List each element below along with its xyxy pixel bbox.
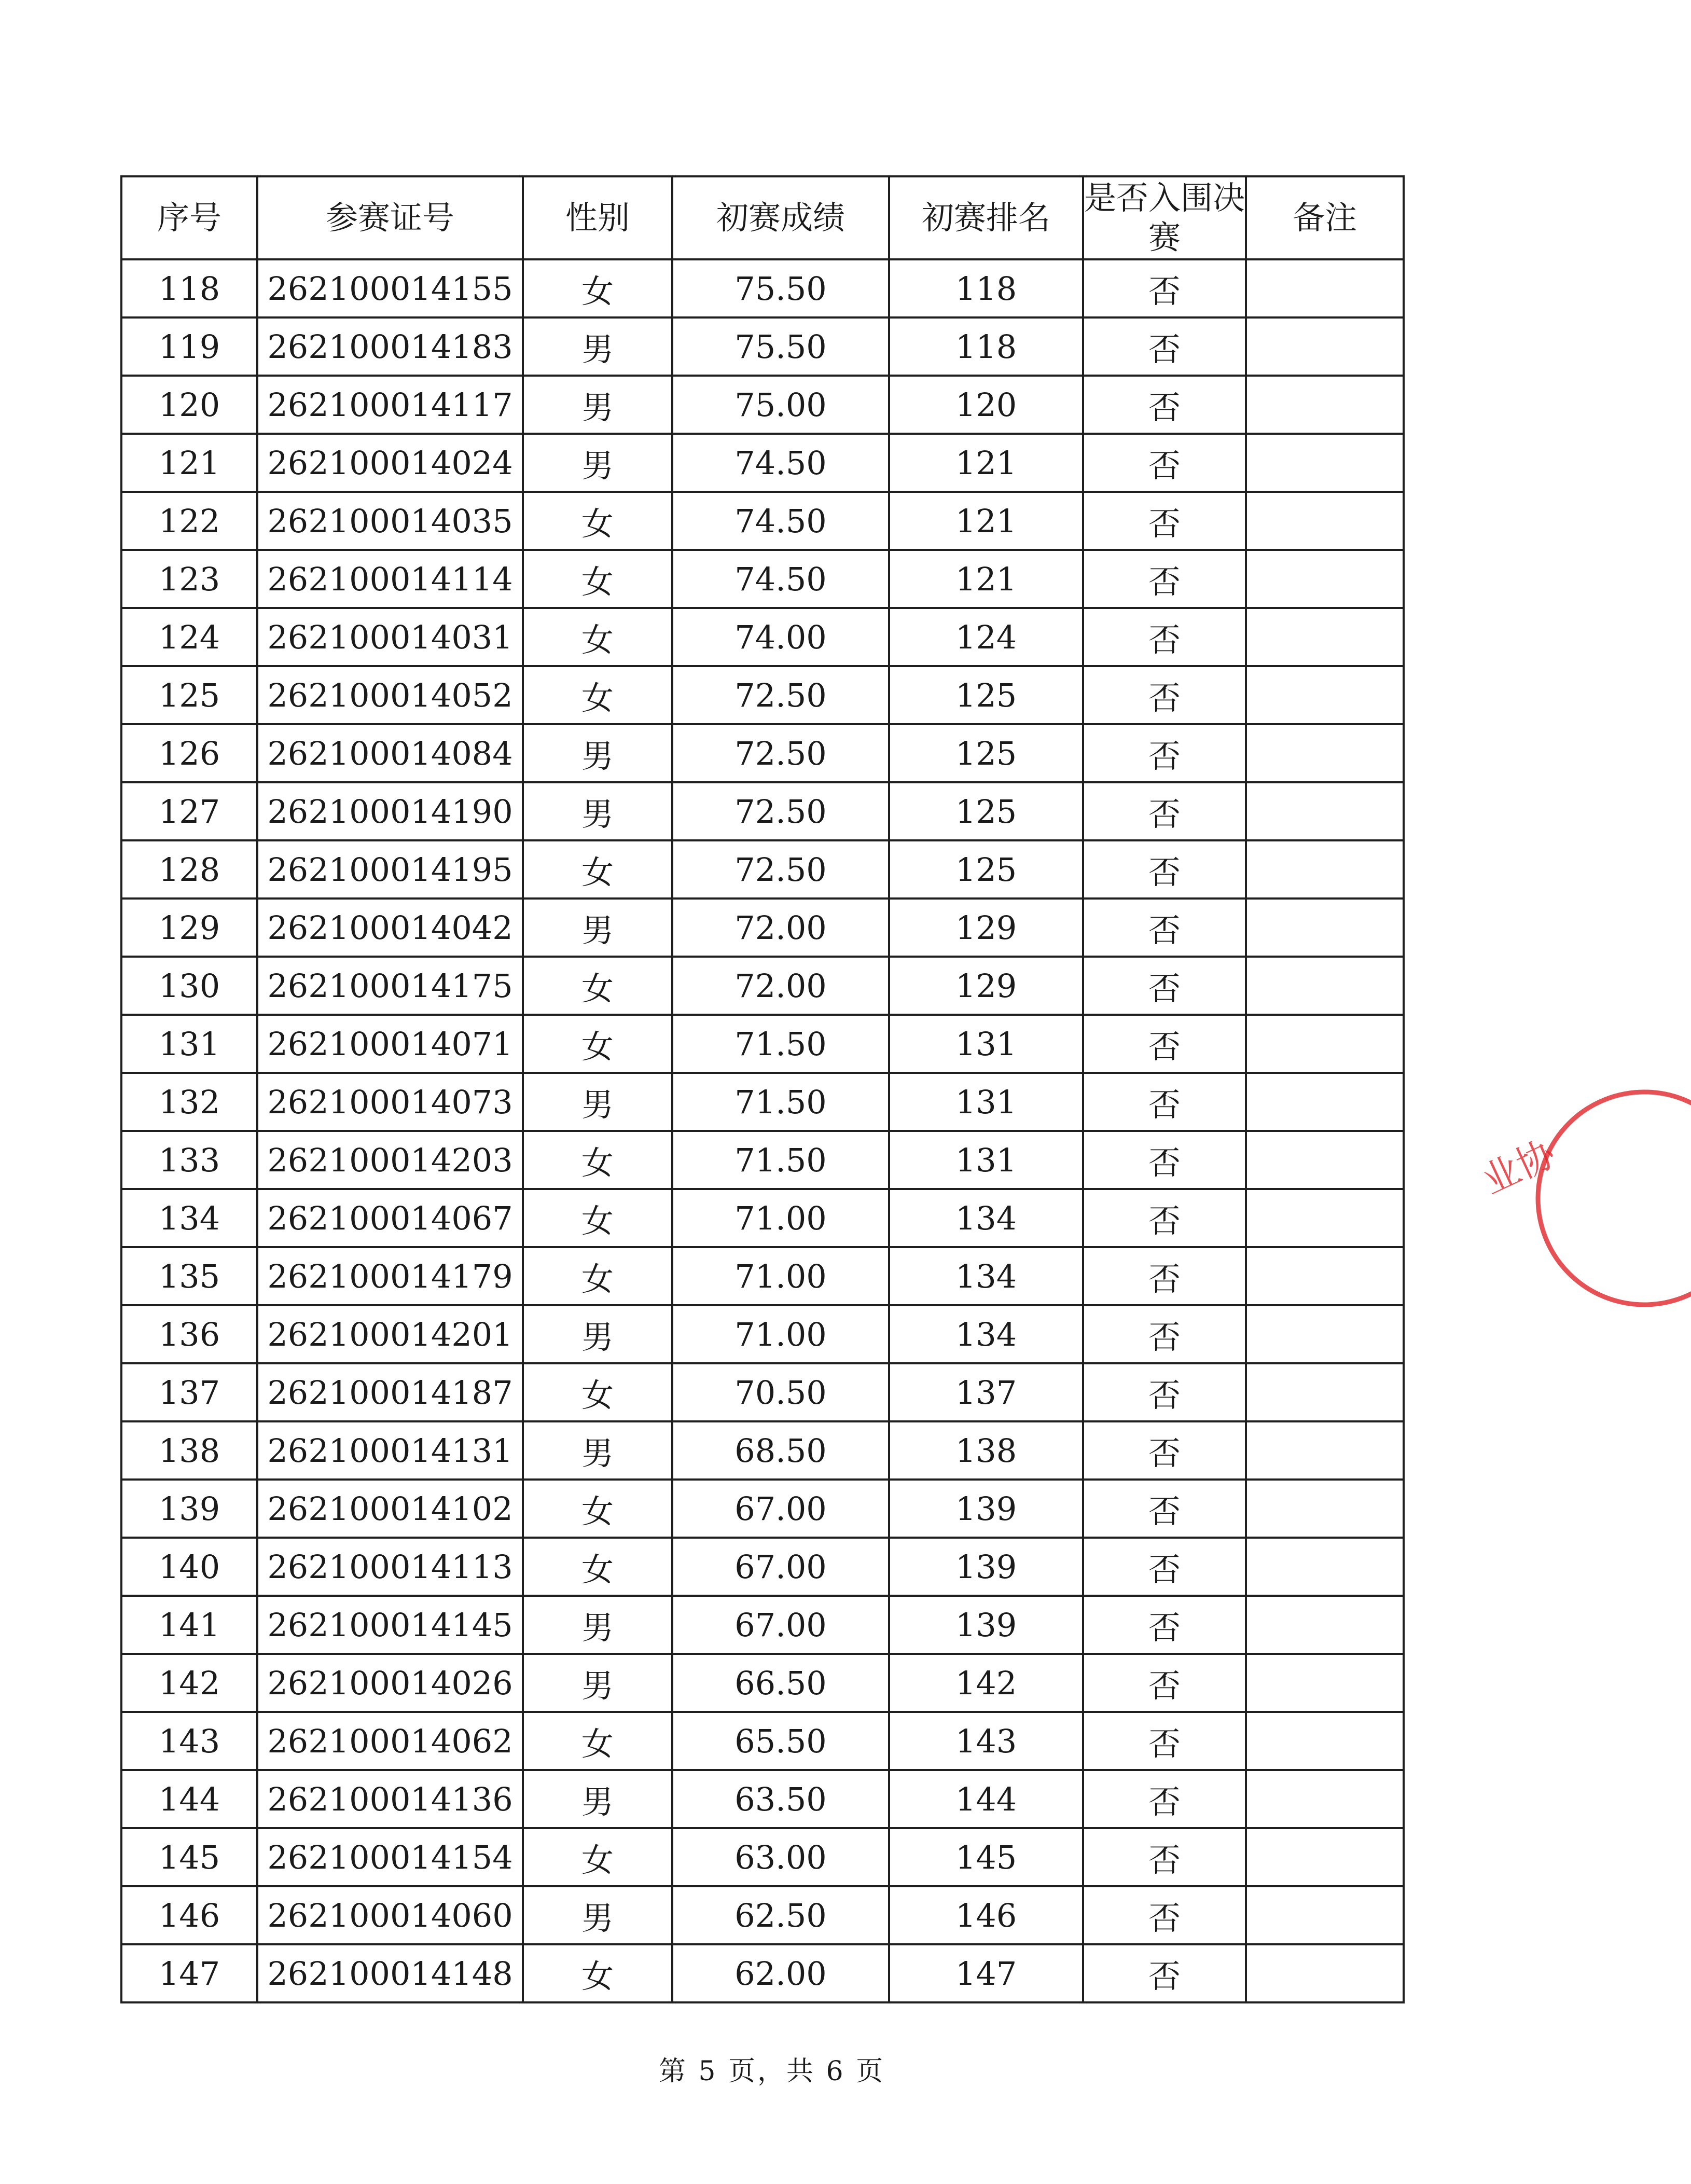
cell-remarks [1246, 1944, 1404, 2002]
cell-gender: 男 [523, 1886, 672, 1944]
cell-finalist: 否 [1083, 608, 1246, 666]
cell-ticket-number: 262100014102 [257, 1480, 523, 1538]
cell-ticket-number: 262100014060 [257, 1886, 523, 1944]
cell-finalist: 否 [1083, 492, 1246, 550]
table-row [121, 1596, 1404, 1654]
cell-ticket-number: 262100014154 [257, 1828, 523, 1886]
table-row [121, 724, 1404, 782]
cell-gender: 女 [523, 1015, 672, 1073]
cell-score: 72.50 [672, 724, 889, 782]
cell-score: 67.00 [672, 1596, 889, 1654]
official-seal-stamp [1473, 1069, 1691, 1328]
cell-finalist: 否 [1083, 1305, 1246, 1363]
cell-ticket-number: 262100014175 [257, 957, 523, 1015]
cell-rank: 134 [889, 1189, 1083, 1247]
cell-remarks [1246, 899, 1404, 957]
cell-index: 123 [121, 550, 257, 608]
cell-score: 72.50 [672, 782, 889, 840]
table-row [121, 1770, 1404, 1828]
cell-finalist: 否 [1083, 1654, 1246, 1712]
cell-gender: 男 [523, 317, 672, 376]
cell-rank: 118 [889, 317, 1083, 376]
cell-index: 133 [121, 1131, 257, 1189]
cell-remarks [1246, 1189, 1404, 1247]
cell-gender: 女 [523, 608, 672, 666]
cell-gender: 女 [523, 1131, 672, 1189]
cell-gender: 女 [523, 550, 672, 608]
cell-score: 63.50 [672, 1770, 889, 1828]
cell-remarks [1246, 550, 1404, 608]
table-row [121, 550, 1404, 608]
cell-ticket-number: 262100014148 [257, 1944, 523, 2002]
cell-rank: 129 [889, 957, 1083, 1015]
cell-index: 120 [121, 376, 257, 434]
cell-finalist: 否 [1083, 317, 1246, 376]
cell-score: 66.50 [672, 1654, 889, 1712]
cell-ticket-number: 262100014042 [257, 899, 523, 957]
seal-ring [1538, 1092, 1691, 1305]
cell-score: 67.00 [672, 1480, 889, 1538]
cell-score: 71.00 [672, 1189, 889, 1247]
table-row [121, 1363, 1404, 1421]
cell-remarks [1246, 1886, 1404, 1944]
cell-rank: 146 [889, 1886, 1083, 1944]
cell-gender: 男 [523, 1654, 672, 1712]
cell-finalist: 否 [1083, 1770, 1246, 1828]
cell-remarks [1246, 782, 1404, 840]
cell-remarks [1246, 1015, 1404, 1073]
cell-score: 72.00 [672, 899, 889, 957]
cell-rank: 145 [889, 1828, 1083, 1886]
header-score: 初赛成绩 [672, 176, 889, 259]
cell-remarks [1246, 1770, 1404, 1828]
cell-index: 128 [121, 840, 257, 899]
cell-remarks [1246, 1538, 1404, 1596]
cell-finalist: 否 [1083, 1131, 1246, 1189]
cell-score: 70.50 [672, 1363, 889, 1421]
cell-rank: 131 [889, 1131, 1083, 1189]
cell-index: 136 [121, 1305, 257, 1363]
cell-index: 135 [121, 1247, 257, 1305]
header-index: 序号 [121, 176, 257, 259]
cell-gender: 女 [523, 1189, 672, 1247]
cell-gender: 女 [523, 840, 672, 899]
page-footer: 第 5 页，共 6 页 [658, 2056, 885, 2087]
cell-ticket-number: 262100014067 [257, 1189, 523, 1247]
table-row [121, 1654, 1404, 1712]
cell-rank: 120 [889, 376, 1083, 434]
cell-ticket-number: 262100014073 [257, 1073, 523, 1131]
table-row [121, 1480, 1404, 1538]
cell-finalist: 否 [1083, 1596, 1246, 1654]
cell-ticket-number: 262100014136 [257, 1770, 523, 1828]
cell-rank: 134 [889, 1247, 1083, 1305]
cell-index: 126 [121, 724, 257, 782]
cell-score: 74.50 [672, 492, 889, 550]
cell-index: 143 [121, 1712, 257, 1770]
cell-gender: 女 [523, 957, 672, 1015]
cell-finalist: 否 [1083, 1363, 1246, 1421]
cell-ticket-number: 262100014052 [257, 666, 523, 724]
cell-rank: 131 [889, 1073, 1083, 1131]
cell-rank: 142 [889, 1654, 1083, 1712]
seal-text: 业协 [1475, 1131, 1562, 1203]
cell-gender: 男 [523, 434, 672, 492]
cell-finalist: 否 [1083, 1712, 1246, 1770]
cell-rank: 129 [889, 899, 1083, 957]
cell-score: 75.00 [672, 376, 889, 434]
cell-rank: 118 [889, 259, 1083, 317]
table-row [121, 1247, 1404, 1305]
table-row [121, 259, 1404, 317]
cell-ticket-number: 262100014117 [257, 376, 523, 434]
cell-ticket-number: 262100014131 [257, 1421, 523, 1480]
cell-ticket-number: 262100014035 [257, 492, 523, 550]
cell-finalist: 否 [1083, 1944, 1246, 2002]
table-row [121, 957, 1404, 1015]
cell-rank: 137 [889, 1363, 1083, 1421]
cell-index: 129 [121, 899, 257, 957]
cell-score: 71.50 [672, 1073, 889, 1131]
table-row [121, 666, 1404, 724]
cell-gender: 女 [523, 1712, 672, 1770]
cell-gender: 女 [523, 666, 672, 724]
cell-remarks [1246, 1421, 1404, 1480]
cell-gender: 男 [523, 724, 672, 782]
cell-ticket-number: 262100014155 [257, 259, 523, 317]
cell-rank: 139 [889, 1480, 1083, 1538]
table-row [121, 1712, 1404, 1770]
cell-rank: 138 [889, 1421, 1083, 1480]
cell-rank: 125 [889, 840, 1083, 899]
cell-rank: 121 [889, 434, 1083, 492]
cell-finalist: 否 [1083, 1015, 1246, 1073]
table-row [121, 1421, 1404, 1480]
cell-gender: 男 [523, 1073, 672, 1131]
table-body [121, 259, 1404, 2002]
cell-ticket-number: 262100014187 [257, 1363, 523, 1421]
table-row [121, 1886, 1404, 1944]
cell-index: 134 [121, 1189, 257, 1247]
cell-finalist: 否 [1083, 840, 1246, 899]
cell-rank: 131 [889, 1015, 1083, 1073]
cell-gender: 女 [523, 1363, 672, 1421]
cell-remarks [1246, 1712, 1404, 1770]
cell-remarks [1246, 434, 1404, 492]
cell-gender: 女 [523, 492, 672, 550]
cell-gender: 男 [523, 1305, 672, 1363]
cell-index: 147 [121, 1944, 257, 2002]
cell-index: 146 [121, 1886, 257, 1944]
cell-gender: 男 [523, 1770, 672, 1828]
cell-score: 72.00 [672, 957, 889, 1015]
cell-score: 71.50 [672, 1131, 889, 1189]
cell-ticket-number: 262100014024 [257, 434, 523, 492]
cell-gender: 男 [523, 376, 672, 434]
cell-ticket-number: 262100014195 [257, 840, 523, 899]
cell-remarks [1246, 1828, 1404, 1886]
cell-ticket-number: 262100014190 [257, 782, 523, 840]
cell-remarks [1246, 1596, 1404, 1654]
cell-remarks [1246, 608, 1404, 666]
header-remarks: 备注 [1246, 176, 1404, 259]
cell-remarks [1246, 1654, 1404, 1712]
cell-finalist: 否 [1083, 1421, 1246, 1480]
table-row [121, 1944, 1404, 2002]
cell-index: 139 [121, 1480, 257, 1538]
cell-rank: 125 [889, 666, 1083, 724]
cell-remarks [1246, 1131, 1404, 1189]
cell-gender: 女 [523, 1828, 672, 1886]
cell-score: 74.50 [672, 550, 889, 608]
cell-gender: 女 [523, 259, 672, 317]
cell-finalist: 否 [1083, 1189, 1246, 1247]
table-row [121, 1828, 1404, 1886]
cell-score: 62.50 [672, 1886, 889, 1944]
cell-ticket-number: 262100014183 [257, 317, 523, 376]
cell-rank: 144 [889, 1770, 1083, 1828]
cell-rank: 139 [889, 1538, 1083, 1596]
cell-finalist: 否 [1083, 899, 1246, 957]
cell-finalist: 否 [1083, 1073, 1246, 1131]
cell-score: 75.50 [672, 259, 889, 317]
cell-remarks [1246, 1073, 1404, 1131]
cell-finalist: 否 [1083, 957, 1246, 1015]
cell-index: 137 [121, 1363, 257, 1421]
table-row [121, 317, 1404, 376]
cell-gender: 男 [523, 782, 672, 840]
cell-remarks [1246, 666, 1404, 724]
cell-remarks [1246, 957, 1404, 1015]
cell-score: 74.50 [672, 434, 889, 492]
cell-remarks [1246, 492, 1404, 550]
cell-score: 67.00 [672, 1538, 889, 1596]
header-rank: 初赛排名 [889, 176, 1083, 259]
cell-finalist: 否 [1083, 259, 1246, 317]
header-row [121, 176, 1404, 259]
cell-rank: 134 [889, 1305, 1083, 1363]
cell-finalist: 否 [1083, 1480, 1246, 1538]
header-finalist: 是否入围决赛 [1083, 176, 1246, 259]
cell-gender: 男 [523, 899, 672, 957]
cell-index: 131 [121, 1015, 257, 1073]
cell-ticket-number: 262100014145 [257, 1596, 523, 1654]
table-row [121, 434, 1404, 492]
table-row [121, 608, 1404, 666]
cell-gender: 男 [523, 1596, 672, 1654]
cell-remarks [1246, 1480, 1404, 1538]
cell-gender: 女 [523, 1944, 672, 2002]
cell-ticket-number: 262100014084 [257, 724, 523, 782]
cell-index: 141 [121, 1596, 257, 1654]
cell-finalist: 否 [1083, 724, 1246, 782]
cell-rank: 125 [889, 724, 1083, 782]
cell-rank: 125 [889, 782, 1083, 840]
cell-finalist: 否 [1083, 1538, 1246, 1596]
cell-rank: 147 [889, 1944, 1083, 2002]
table-row [121, 782, 1404, 840]
cell-finalist: 否 [1083, 1886, 1246, 1944]
cell-index: 127 [121, 782, 257, 840]
cell-score: 75.50 [672, 317, 889, 376]
cell-ticket-number: 262100014031 [257, 608, 523, 666]
header-gender: 性别 [523, 176, 672, 259]
cell-finalist: 否 [1083, 782, 1246, 840]
cell-gender: 女 [523, 1480, 672, 1538]
cell-finalist: 否 [1083, 666, 1246, 724]
cell-score: 71.00 [672, 1305, 889, 1363]
header-ticket-number: 参赛证号 [257, 176, 523, 259]
table-row [121, 1073, 1404, 1131]
cell-index: 132 [121, 1073, 257, 1131]
cell-score: 71.00 [672, 1247, 889, 1305]
cell-index: 142 [121, 1654, 257, 1712]
cell-rank: 121 [889, 550, 1083, 608]
cell-score: 74.00 [672, 608, 889, 666]
cell-index: 145 [121, 1828, 257, 1886]
table-row [121, 899, 1404, 957]
cell-ticket-number: 262100014201 [257, 1305, 523, 1363]
cell-gender: 男 [523, 1421, 672, 1480]
results-table [120, 175, 1405, 2003]
cell-ticket-number: 262100014071 [257, 1015, 523, 1073]
cell-score: 65.50 [672, 1712, 889, 1770]
cell-ticket-number: 262100014026 [257, 1654, 523, 1712]
cell-index: 144 [121, 1770, 257, 1828]
cell-index: 124 [121, 608, 257, 666]
cell-index: 122 [121, 492, 257, 550]
cell-finalist: 否 [1083, 1247, 1246, 1305]
cell-rank: 143 [889, 1712, 1083, 1770]
cell-remarks [1246, 1363, 1404, 1421]
table-row [121, 376, 1404, 434]
cell-remarks [1246, 259, 1404, 317]
cell-score: 68.50 [672, 1421, 889, 1480]
cell-index: 138 [121, 1421, 257, 1480]
cell-score: 72.50 [672, 666, 889, 724]
cell-ticket-number: 262100014062 [257, 1712, 523, 1770]
cell-gender: 女 [523, 1247, 672, 1305]
cell-index: 121 [121, 434, 257, 492]
cell-rank: 139 [889, 1596, 1083, 1654]
cell-finalist: 否 [1083, 376, 1246, 434]
cell-remarks [1246, 1305, 1404, 1363]
cell-finalist: 否 [1083, 1828, 1246, 1886]
cell-score: 63.00 [672, 1828, 889, 1886]
cell-ticket-number: 262100014114 [257, 550, 523, 608]
cell-score: 71.50 [672, 1015, 889, 1073]
cell-index: 125 [121, 666, 257, 724]
cell-index: 130 [121, 957, 257, 1015]
cell-score: 72.50 [672, 840, 889, 899]
cell-remarks [1246, 724, 1404, 782]
cell-remarks [1246, 317, 1404, 376]
cell-ticket-number: 262100014113 [257, 1538, 523, 1596]
cell-rank: 124 [889, 608, 1083, 666]
cell-finalist: 否 [1083, 550, 1246, 608]
table-row [121, 1305, 1404, 1363]
table-row [121, 492, 1404, 550]
cell-score: 62.00 [672, 1944, 889, 2002]
cell-index: 118 [121, 259, 257, 317]
cell-remarks [1246, 1247, 1404, 1305]
cell-rank: 121 [889, 492, 1083, 550]
cell-index: 140 [121, 1538, 257, 1596]
cell-gender: 女 [523, 1538, 672, 1596]
table-row [121, 1538, 1404, 1596]
cell-finalist: 否 [1083, 434, 1246, 492]
table-row [121, 1189, 1404, 1247]
table-row [121, 1015, 1404, 1073]
table-row [121, 1131, 1404, 1189]
cell-remarks [1246, 840, 1404, 899]
table-row [121, 840, 1404, 899]
cell-remarks [1246, 376, 1404, 434]
cell-index: 119 [121, 317, 257, 376]
cell-ticket-number: 262100014203 [257, 1131, 523, 1189]
cell-ticket-number: 262100014179 [257, 1247, 523, 1305]
